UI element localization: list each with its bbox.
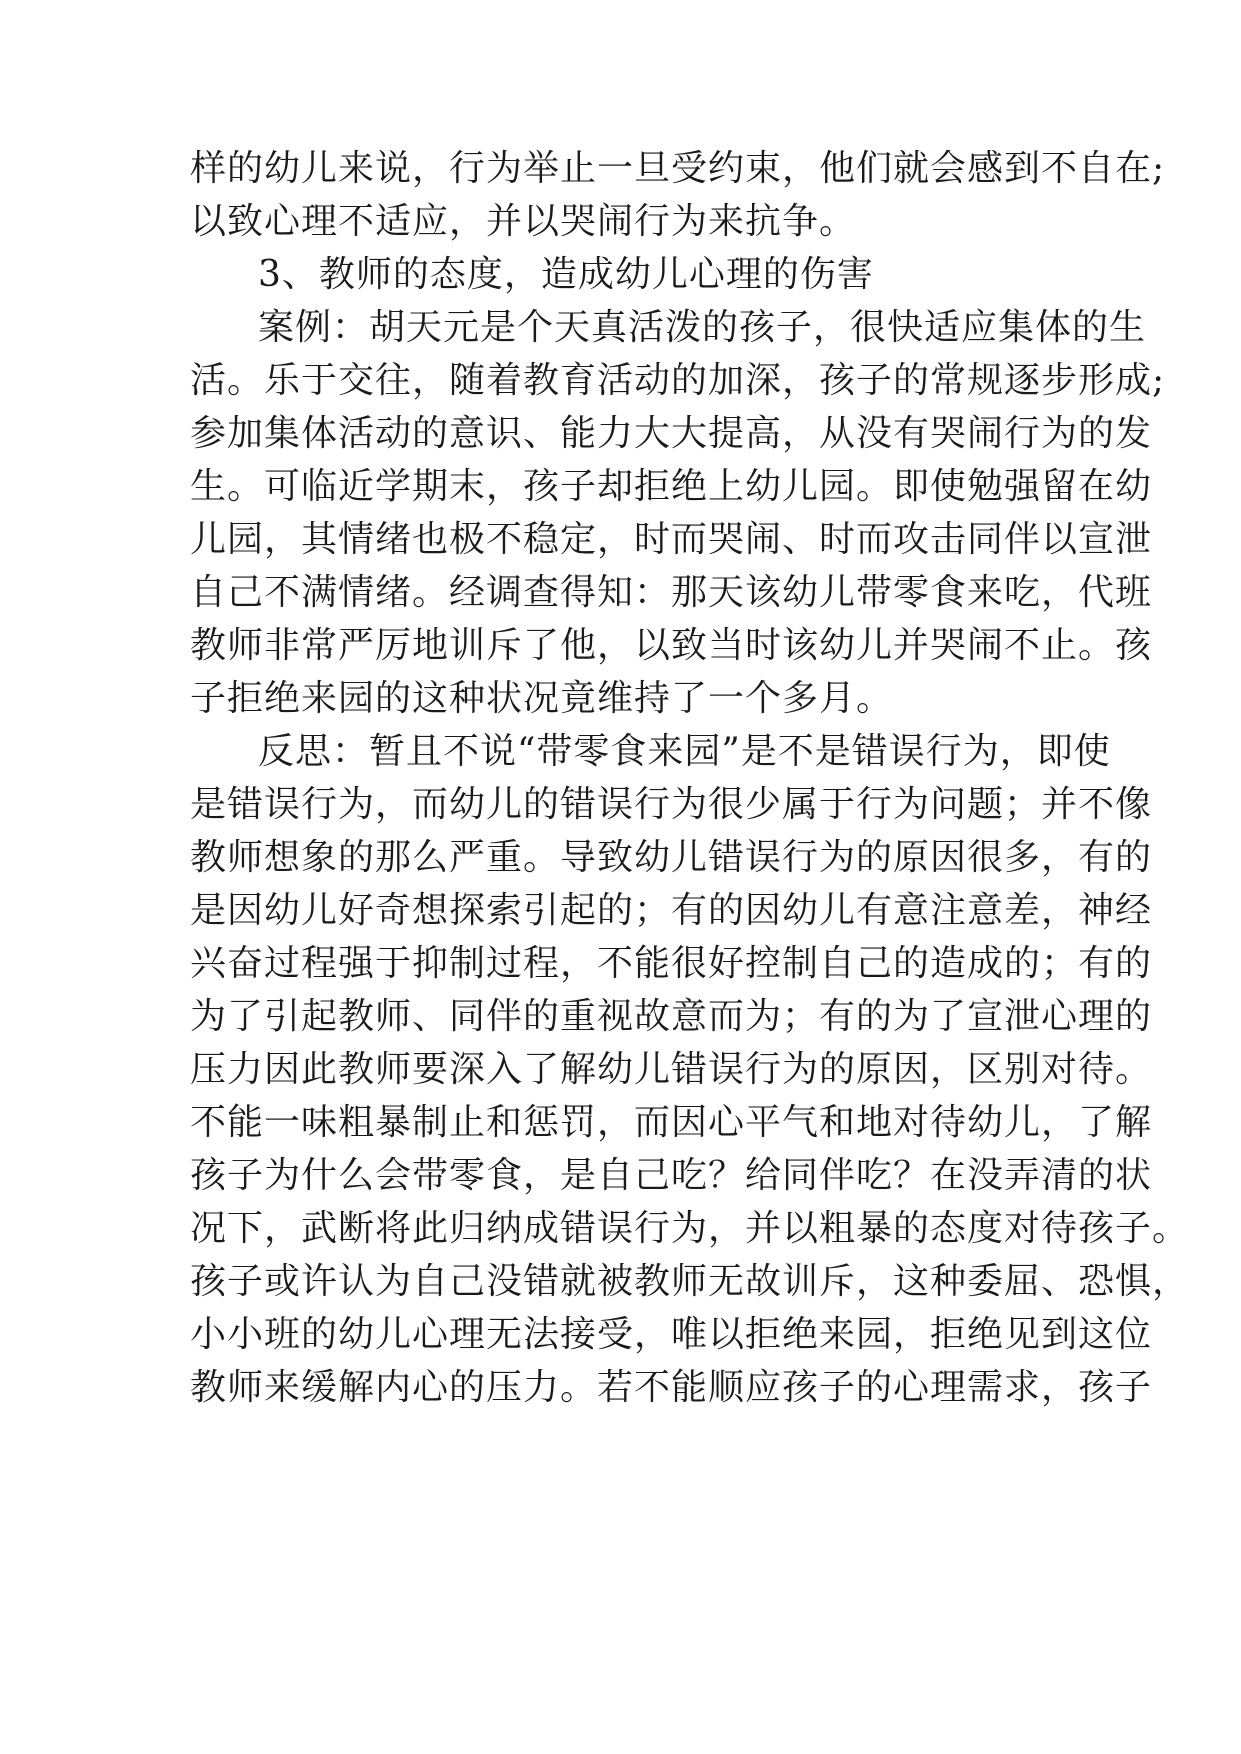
text-line: 以致心理不适应，并以哭闹行为来抗争。 [190,201,857,242]
section-heading: 3、教师的态度，造成幼儿心理的伤害 [258,254,874,295]
text-line: 况下，武断将此归纳成错误行为，并以粗暴的态度对待孩子。 [190,1208,1190,1249]
text-line: 压力因此教师要深入了解幼儿错误行为的原因，区别对待。 [190,1049,1153,1090]
text-line: 生。可临近学期末，孩子却拒绝上幼儿园。即使勉强留在幼 [190,466,1153,507]
text-line: 孩子或许认为自己没错就被教师无故训斥，这种委屈、恐惧， [190,1261,1190,1302]
text-line: 案例：胡天元是个天真活泼的孩子，很快适应集体的生 [258,307,1147,348]
text-line: 子拒绝来园的这种状况竟维持了一个多月。 [190,678,894,719]
text-line: 不能一味粗暴制止和惩罚，而因心平气和地对待幼儿，了解 [190,1102,1153,1143]
text-line: 教师想象的那么严重。导致幼儿错误行为的原因很多，有的 [190,837,1153,878]
text-line: 为了引起教师、同伴的重视故意而为；有的为了宣泄心理的 [190,996,1153,1037]
text-line: 反思：暂且不说“带零食来园”是不是错误行为，即使 [258,731,1111,772]
text-line: 小小班的幼儿心理无法接受，唯以拒绝来园，拒绝见到这位 [190,1314,1153,1355]
text-line: 样的幼儿来说，行为举止一旦受约束，他们就会感到不自在; [190,148,1166,189]
text-line: 是错误行为，而幼儿的错误行为很少属于行为问题；并不像 [190,784,1153,825]
text-line: 兴奋过程强于抑制过程，不能很好控制自己的造成的；有的 [190,943,1153,984]
text-line: 是因幼儿好奇想探索引起的；有的因幼儿有意注意差，神经 [190,890,1153,931]
text-line: 儿园，其情绪也极不稳定，时而哭闹、时而攻击同伴以宣泄 [190,519,1153,560]
text-line: 活。乐于交往，随着教育活动的加深，孩子的常规逐步形成; [190,360,1166,401]
text-line: 教师来缓解内心的压力。若不能顺应孩子的心理需求，孩子 [190,1367,1153,1408]
text-line: 孩子为什么会带零食，是自己吃？给同伴吃？在没弄清的状 [190,1155,1153,1196]
text-line: 自己不满情绪。经调查得知：那天该幼儿带零食来吃，代班 [190,572,1153,613]
text-line: 参加集体活动的意识、能力大大提高，从没有哭闹行为的发 [190,413,1153,454]
text-line: 教师非常严厉地训斥了他，以致当时该幼儿并哭闹不止。孩 [190,625,1153,666]
